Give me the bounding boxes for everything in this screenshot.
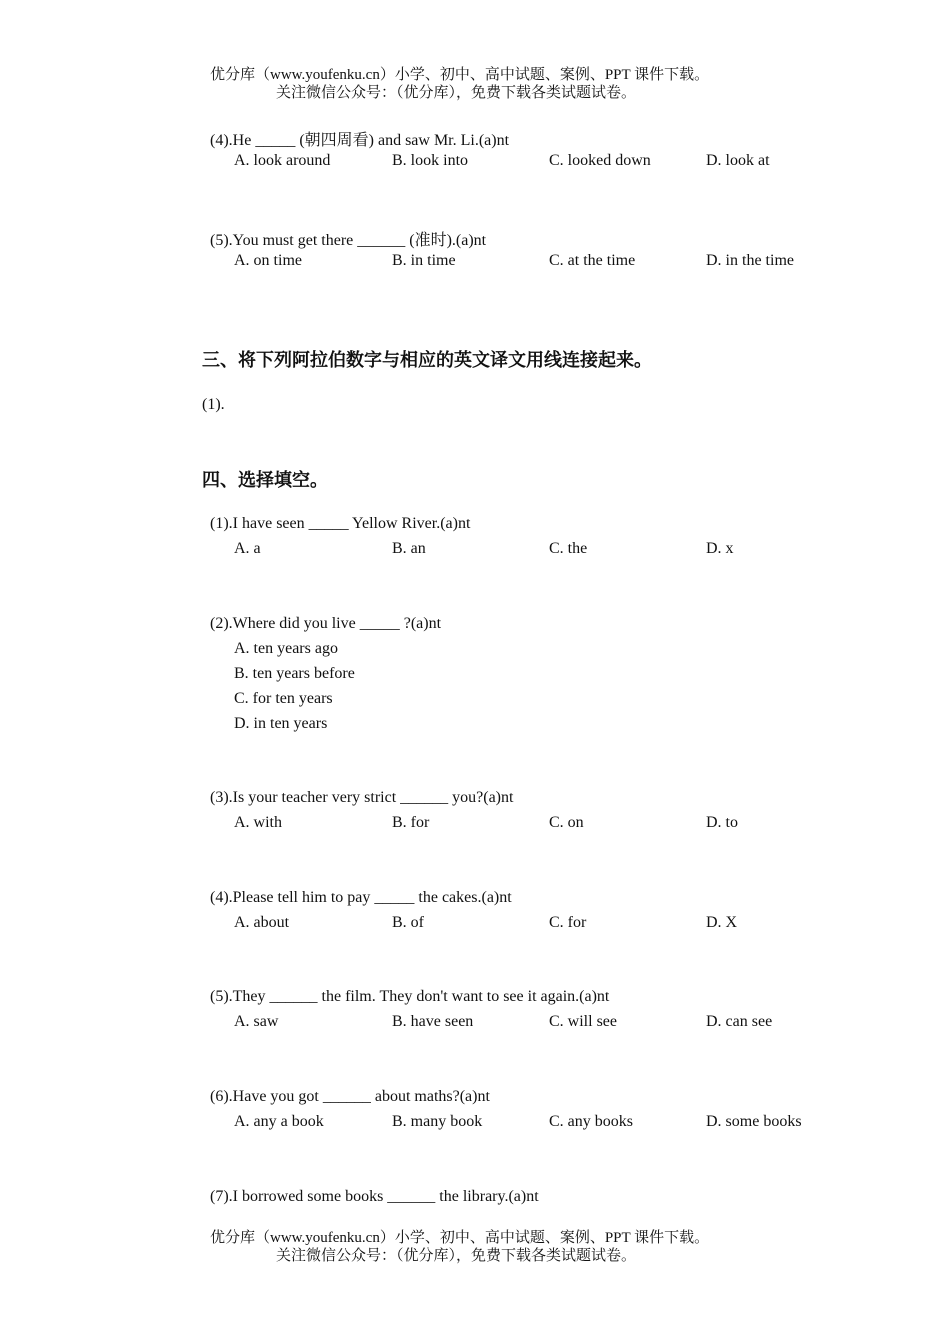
option-d[interactable]: D. in ten years [234,715,328,732]
footer-line-2: 关注微信公众号：（优分库），免费下载各类试题试卷。 [276,1248,637,1264]
section-3-title: 三、将下列阿拉伯数字与相应的英文译文用线连接起来。 [202,350,652,371]
option-d[interactable]: D. X [706,914,738,931]
option-c[interactable]: C. at the time [549,252,636,269]
option-b[interactable]: B. for [392,814,430,831]
option-b[interactable]: B. ten years before [234,665,355,682]
question-stem: (4).He _____ (朝四周看) and saw Mr. Li.(a)nt [210,132,510,149]
option-c[interactable]: C. will see [549,1013,617,1030]
option-c[interactable]: C. any books [549,1113,633,1130]
question-stem: (2).Where did you live _____ ?(a)nt [210,615,442,632]
question-stem: (4).Please tell him to pay _____ the cakes.(a)nt [210,889,512,906]
footer-line-1: 优分库（www.youfenku.cn）小学、初中、高中试题、案例、PPT 课件下载。 [210,1230,710,1246]
option-c[interactable]: C. on [549,814,584,831]
option-a[interactable]: A. ten years ago [234,640,338,657]
option-b[interactable]: B. look into [392,152,469,169]
option-b[interactable]: B. many book [392,1113,483,1130]
option-c[interactable]: C. for [549,914,587,931]
option-b[interactable]: B. in time [392,252,456,269]
option-a[interactable]: A. any a book [234,1113,324,1130]
header-line-2: 关注微信公众号：（优分库），免费下载各类试题试卷。 [276,85,637,101]
option-c[interactable]: C. looked down [549,152,651,169]
option-b[interactable]: B. an [392,540,426,557]
option-a[interactable]: A. on time [234,252,302,269]
option-a[interactable]: A. a [234,540,261,557]
section-3-item-1: (1). [202,396,225,413]
option-c[interactable]: C. for ten years [234,690,333,707]
question-stem: (5).You must get there ______ (准时).(a)nt [210,232,487,249]
question-stem: (3).Is your teacher very strict ______ you?(a)nt [210,789,514,806]
option-a[interactable]: A. about [234,914,290,931]
option-d[interactable]: D. in the time [706,252,794,269]
option-a[interactable]: A. with [234,814,282,831]
option-a[interactable]: A. saw [234,1013,279,1030]
question-stem: (5).They ______ the film. They don't want to see it again.(a)nt [210,988,610,1005]
question-stem: (6).Have you got ______ about maths?(a)nt [210,1088,490,1105]
option-d[interactable]: D. to [706,814,738,831]
option-d[interactable]: D. look at [706,152,770,169]
option-c[interactable]: C. the [549,540,588,557]
option-d[interactable]: D. x [706,540,734,557]
option-d[interactable]: D. some books [706,1113,802,1130]
option-b[interactable]: B. have seen [392,1013,474,1030]
option-b[interactable]: B. of [392,914,424,931]
section-4-title: 四、选择填空。 [202,470,328,491]
option-a[interactable]: A. look around [234,152,331,169]
option-d[interactable]: D. can see [706,1013,773,1030]
header-line-1: 优分库（www.youfenku.cn）小学、初中、高中试题、案例、PPT 课件下载。 [210,67,710,83]
question-stem: (7).I borrowed some books ______ the library.(a)nt [210,1188,539,1205]
question-stem: (1).I have seen _____ Yellow River.(a)nt [210,515,471,532]
